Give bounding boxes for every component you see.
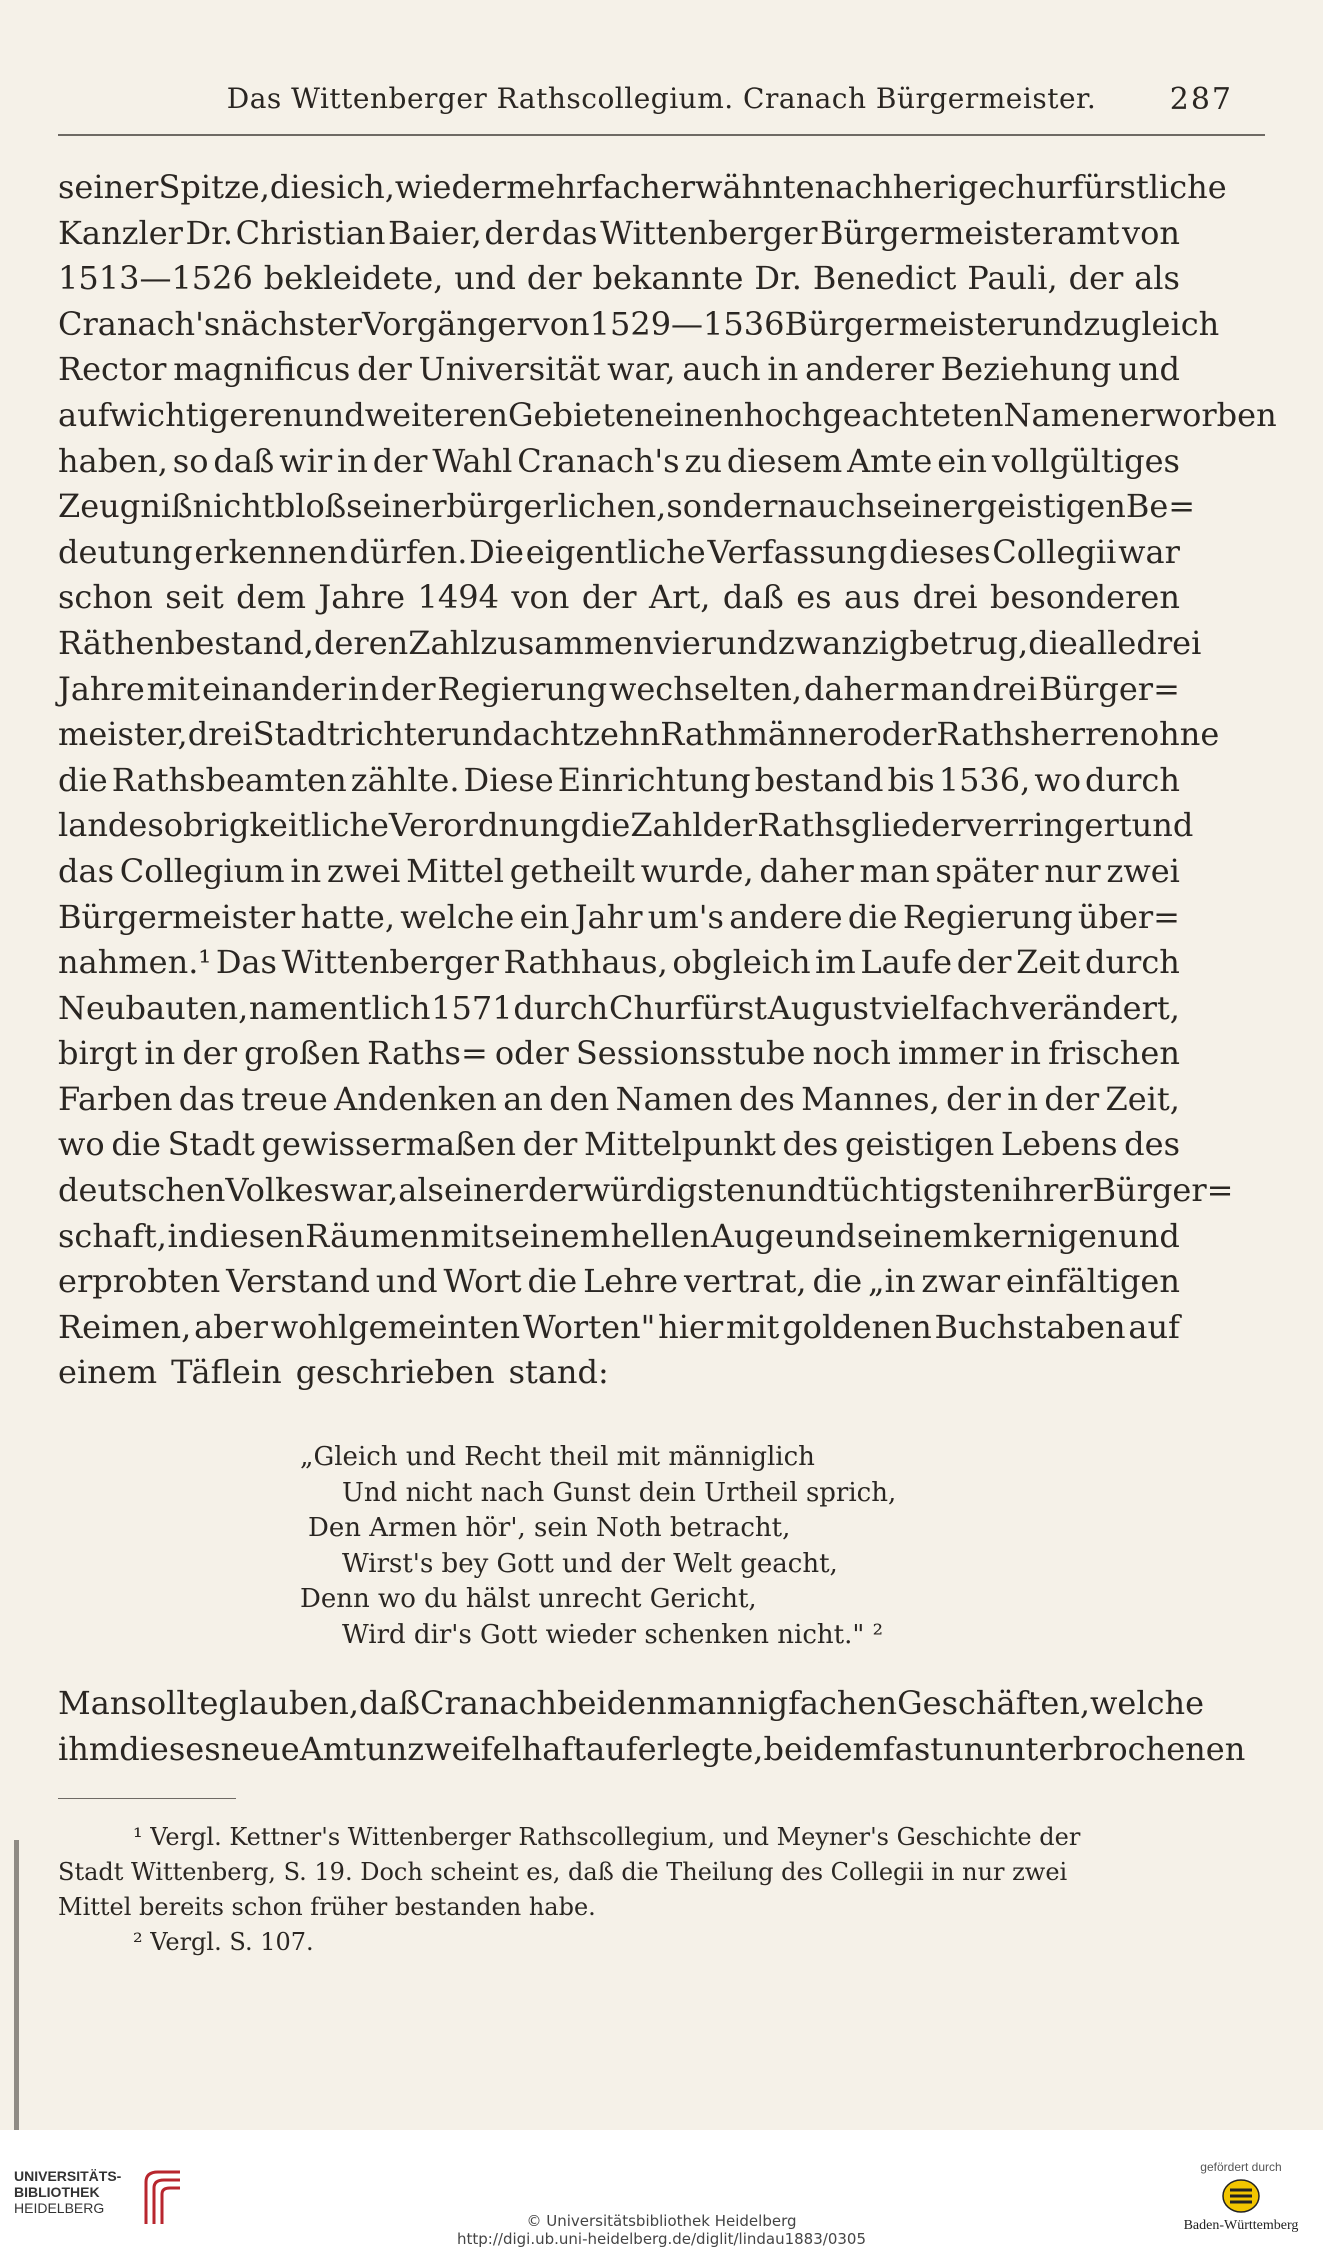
text-line: seiner Spitze, die sich, wie der mehrfach erwähnte nachherige churfürstliche: [58, 168, 1227, 206]
text-line: landesobrigkeitliche Verordnung die Zahl der Rathsglieder verringert und: [58, 806, 1194, 845]
text-line: einem Täflein geschrieben stand:: [58, 1353, 609, 1392]
page-number: 287: [1169, 82, 1233, 117]
permalink[interactable]: http://digi.ub.uni-heidelberg.de/diglit/lindau1883/0305: [457, 2230, 866, 2248]
sponsor-name: Baden-Württemberg: [1183, 2218, 1299, 2233]
text-line: Jahre mit einander in der Regierung wechselten, daher man drei Bürger=: [58, 669, 1180, 708]
text-line: schaft, in diesen Räumen mit seinem hellen Auge und seinem kernigen und: [58, 1216, 1180, 1255]
text-line: Reimen, aber wohlgemeinten Worten" hier mit goldenen Buchstaben auf: [58, 1307, 1180, 1346]
text-line: Kanzler Dr. Christian Baier, der das Wittenberger Bürgermeisteramt von: [58, 213, 1180, 252]
sponsor: [1171, 2160, 1311, 2234]
text-line: deutung erkennen dürfen. Die eigentliche Verfassung dieses Collegii war: [58, 532, 1180, 571]
text-line: haben, so daß wir in der Wahl Cranach's zu diesem Amte ein vollgültiges: [58, 441, 1180, 480]
footnote-line: Stadt Wittenberg, S. 19. Doch scheint es, daß die Theilung des Collegii in nur zwei: [58, 1858, 1068, 1886]
poem-line: Wirst's bey Gott und der Welt geacht,: [342, 1548, 838, 1579]
library-name-line: UNIVERSITÄTS-: [14, 2168, 122, 2184]
text-line: Bürgermeister hatte, welche ein Jahr um's andere die Regierung über=: [58, 897, 1180, 936]
poem-line: „Gleich und Recht theil mit männiglich: [300, 1442, 815, 1472]
text-line: birgt in der großen Raths= oder Sessionsstube noch immer in frischen: [58, 1034, 1180, 1073]
poem-line: Denn wo du hälst unrecht Gericht,: [300, 1584, 757, 1614]
text-line: schon seit dem Jahre 1494 von der Art, daß es aus drei besonderen: [58, 578, 1180, 617]
footnote-line: Mittel bereits schon früher bestanden habe.: [58, 1893, 596, 1921]
text-line: Räthen bestand, deren Zahl zusammen vierundzwanzig betrug, die alle drei: [58, 623, 1202, 662]
copyright: [0, 2212, 1323, 2248]
footer: [0, 2130, 1323, 2251]
text-line: erprobten Verstand und Wort die Lehre vertrat, die „in zwar einfältigen: [58, 1262, 1180, 1301]
poem-line: Wird dir's Gott wieder schenken nicht." ²: [342, 1619, 883, 1650]
text-line: Man sollte glauben, daß Cranach bei den mannigfachen Geschäften, welche: [58, 1684, 1205, 1722]
footnote-line: ¹ Vergl. Kettner's Wittenberger Rathscollegium, und Meyner's Geschichte der: [133, 1823, 1081, 1851]
poem: [300, 1440, 896, 1653]
text-line: nahmen.¹ Das Wittenberger Rathhaus, obgleich im Laufe der Zeit durch: [58, 943, 1180, 982]
footnote-rule: [58, 1798, 236, 1799]
running-header: [60, 82, 1263, 132]
footnote-line: ² Vergl. S. 107.: [133, 1928, 314, 1956]
text-line: meister, drei Stadtrichter und achtzehn Rathmänner oder Rathsherren ohne: [58, 715, 1220, 754]
text-line: wo die Stadt gewissermaßen der Mittelpunkt des geistigen Lebens des: [58, 1125, 1180, 1164]
body-text: [58, 165, 1277, 1396]
binding-edge: [14, 1840, 19, 2130]
text-line: das Collegium in zwei Mittel getheilt wurde, daher man später nur zwei: [58, 851, 1180, 890]
poem-line: Den Armen hör', sein Noth betracht,: [308, 1513, 791, 1543]
text-line: auf wichtigeren und weiteren Gebieten einen hochgeachteten Namen erworben: [58, 395, 1277, 434]
text-line: deutschen Volkes war, als einer der würdigsten und tüchtigsten ihrer Bürger=: [58, 1171, 1234, 1210]
library-logo[interactable]: [14, 2168, 121, 2216]
copyright-text: © Universitätsbibliothek Heidelberg: [526, 2212, 797, 2230]
text-line: Neubauten, namentlich 1571 durch Churfürst August vielfach verändert,: [58, 988, 1180, 1027]
text-line: Zeugniß nicht bloß seiner bürgerlichen, sondern auch seiner geistigen Be=: [58, 487, 1196, 526]
library-name-line: HEIDELBERG: [14, 2200, 105, 2216]
footnotes: [58, 1820, 1180, 1960]
text-line: die Rathsbeamten zählte. Diese Einrichtung bestand bis 1536, wo durch: [58, 760, 1180, 799]
text-line: Cranach's nächster Vorgänger von 1529—1536 Bürgermeister und zugleich: [58, 304, 1220, 343]
header-title: Das Wittenberger Rathscollegium. Cranach Bürgermeister.: [226, 82, 1097, 115]
sponsor-label: gefördert durch: [1200, 2160, 1282, 2174]
body-text-continued: [58, 1680, 1246, 1772]
library-name-line: BIBLIOTHEK: [14, 2184, 100, 2200]
poem-line: Und nicht nach Gunst dein Urtheil sprich,: [342, 1477, 897, 1508]
text-line: 1513—1526 bekleidete, und der bekannte Dr. Benedict Pauli, der als: [58, 259, 1180, 298]
state-crest-icon: [1221, 2178, 1261, 2214]
text-line: Farben das treue Andenken an den Namen des Mannes, der in der Zeit,: [58, 1079, 1180, 1118]
text-line: ihm dieses neue Amt unzweifelhaft auferlegte, bei dem fast ununterbrochenen: [58, 1730, 1246, 1768]
header-rule: [58, 134, 1265, 136]
text-line: Rector magnificus der Universität war, auch in anderer Beziehung und: [58, 350, 1180, 389]
